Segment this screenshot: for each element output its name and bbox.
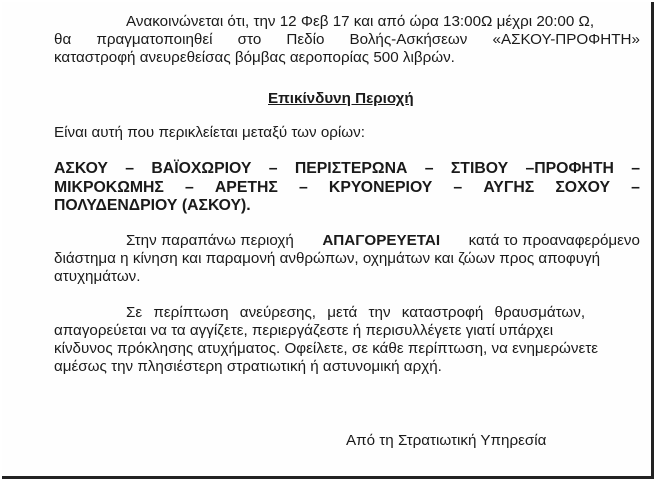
word: θα (54, 31, 72, 48)
section-heading: Επικίνδυνη Περιοχή (268, 90, 414, 107)
word: στο (237, 31, 262, 48)
prohibition-line-1 (126, 232, 640, 250)
prohibition-text: Στην παραπάνω περιοχή (126, 232, 294, 249)
prohibition-line-2: διάστημα η κίνηση και παραμονή ανθρώπων, οχημάτων και ζώων προς αποφυγή (54, 250, 601, 267)
boundary-word: – (125, 160, 135, 177)
warning-line-2: απαγορεύεται να τα αγγίζετε, περιεργάζεστε ή περισυλλέγετε γιατί υπάρχει (54, 322, 554, 339)
boundary-word: –ΠΡΟΦΗΤΗ (525, 160, 614, 177)
warning-line-1: Σε περίπτωση ανεύρεσης, μετά την καταστροφή θραυσμάτων, (126, 304, 586, 321)
boundary-word: – (268, 160, 278, 177)
boundary-word: – (453, 179, 463, 196)
boundary-word: – (631, 160, 640, 177)
boundary-word: – (424, 160, 434, 177)
boundary-word: ΑΥΓΗΣ (483, 179, 535, 196)
boundary-word: ΒΑΪΟΧΩΡΙΟΥ (151, 160, 252, 177)
boundary-word: ΠΕΡΙΣΤΕΡΩΝΑ (294, 160, 408, 177)
boundary-word: ΑΡΕΤΗΣ (214, 179, 278, 196)
boundary-word: ΜΙΚΡΟΚΩΜΗΣ (54, 179, 164, 196)
boundaries-line-2 (54, 179, 640, 197)
announcement-line-1: Ανακοινώνεται ότι, την 12 Φεβ 17 και από ώρα 13:00Ω μέχρι 20:00 Ω, (126, 13, 595, 30)
boundary-word: ΣΟΧΟΥ (555, 179, 610, 196)
announcement-line-3: καταστροφή ανευρεθείσας βόμβας αεροπορίας 500 λιβρών. (54, 49, 455, 66)
boundary-word: – (631, 179, 640, 196)
boundary-word: – (299, 179, 308, 196)
word: Βολής-Ασκήσεων (349, 31, 468, 48)
signature: Από τη Στρατιωτική Υπηρεσία (346, 432, 547, 449)
word: πραγματοποιηθεί (96, 31, 213, 48)
prohibition-line-3: ατυχημάτων. (54, 268, 141, 285)
boundaries-line-3: ΠΟΛΥΔΕΝΔΡΙΟΥ (ΑΣΚΟΥ). (54, 197, 251, 214)
warning-line-4: αμέσως την πλησιέστερη στρατιωτική ή αστυνομική αρχή. (54, 358, 442, 375)
boundary-word: – (185, 179, 194, 196)
boundary-word: ΑΣΚΟΥ (54, 160, 108, 177)
warning-line-3: κίνδυνος πρόκλησης ατυχήματος. Οφείλετε, σε κάθε περίπτωση, να ενημερώνετε (54, 340, 599, 357)
prohibition-text: κατά το προαναφερόμενο (468, 232, 640, 249)
document-page (2, 2, 654, 479)
boundary-word: ΣΤΙΒΟΥ (450, 160, 509, 177)
word: «ΑΣΚΟΥ-ΠΡΟΦΗΤΗ» (492, 31, 640, 48)
boundaries-line-1 (54, 160, 640, 178)
boundary-word: ΚΡΥΟΝΕΡΙΟΥ (328, 179, 433, 196)
word: Πεδίο (286, 31, 325, 48)
announcement-line-2 (54, 31, 640, 49)
prohibition-keyword: ΑΠΑΓΟΡΕΥΕΤΑΙ (322, 232, 441, 249)
boundaries-intro: Είναι αυτή που περικλείεται μεταξύ των ορίων: (54, 124, 365, 141)
